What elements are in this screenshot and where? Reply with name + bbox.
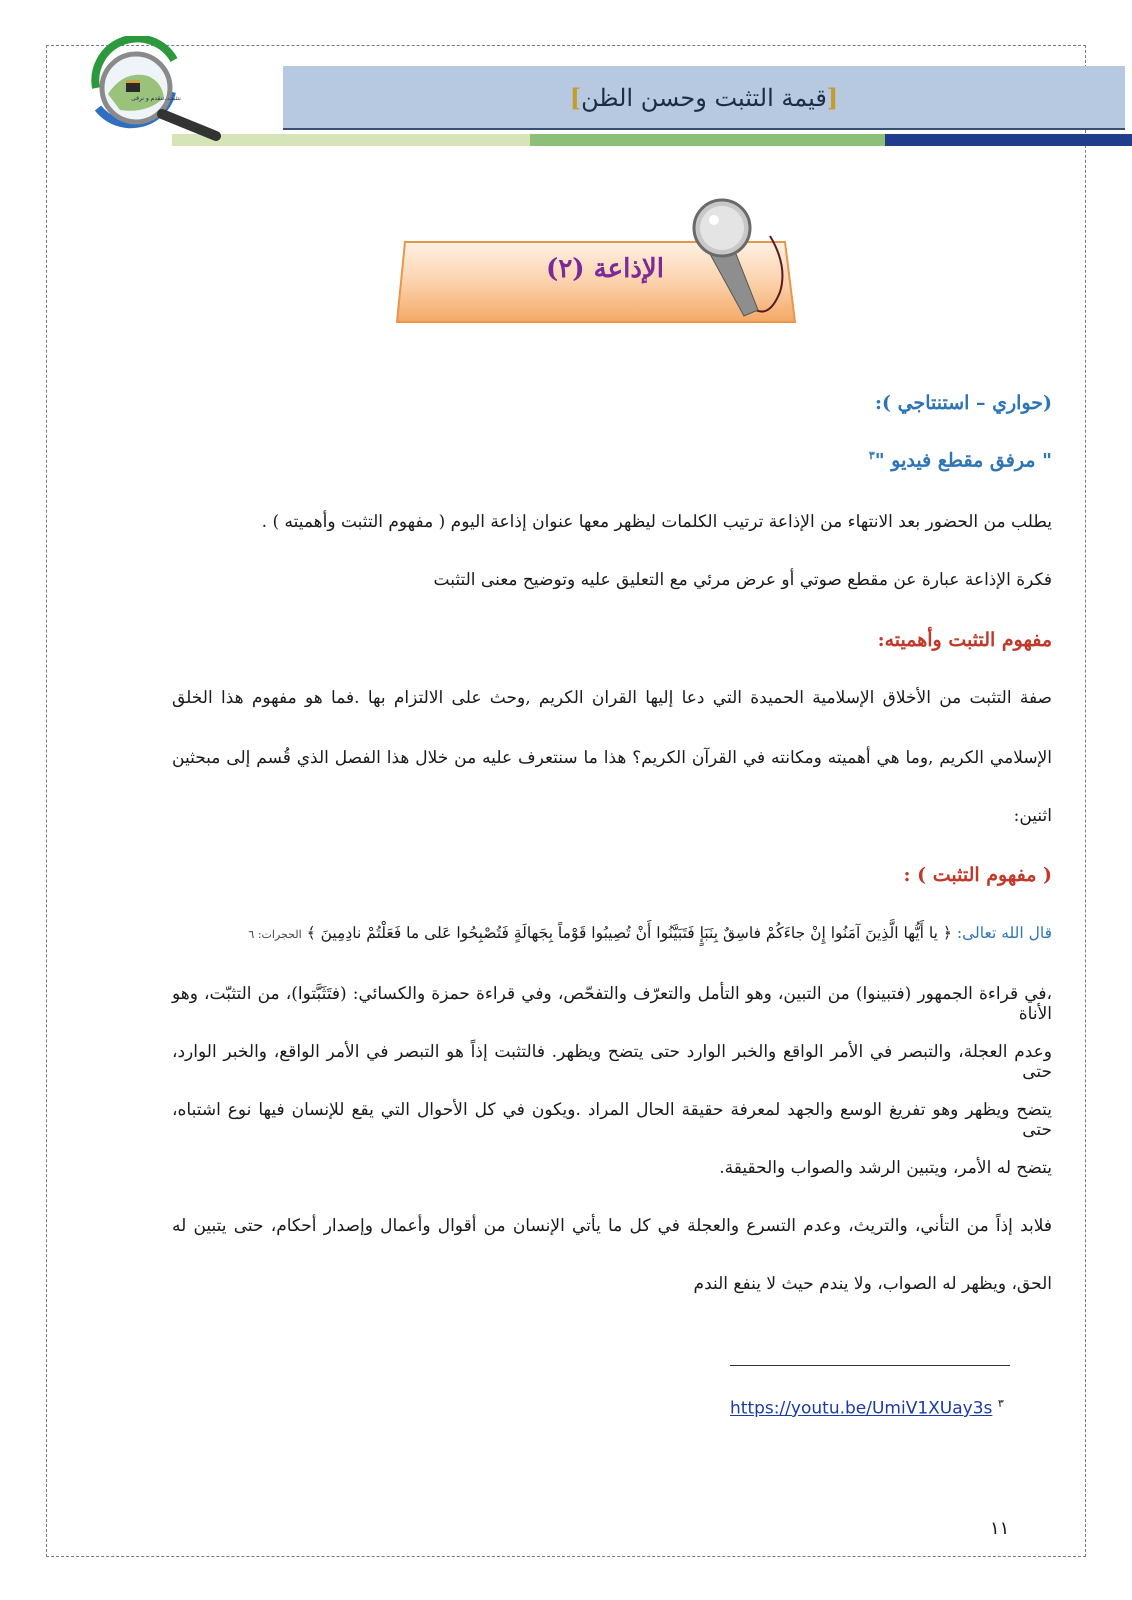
header-band [283,66,1125,130]
paragraph-5-line-1: فلابد إذاً من التأني، والتريث، وعدم التسرع والعجلة في كل ما يأتي الإنسان من أقوال وأعمال وإصدار أحكام، حتى يتبين له [172,1216,1052,1236]
page-number: ١١ [990,1518,1010,1539]
paragraph-3-line-1: صفة التثبت من الأخلاق الإسلامية الحميدة التي دعا إليها القران الكريم ,وحث على الالتزام بها .فما هو مفهوم هذا الخلق [172,688,1052,708]
quran-verse: قال الله تعالى: ﴿ يا أَيُّها الَّذِينَ آمَنُوا إِنْ جاءَكُمْ فاسِقٌ بِنَبَإٍ فَتَبَيَّنُوا أَنْ تُصِيبُوا قَوْماً بِجَهالَةٍ فَتُصْبِحُوا عَلى ما فَعَلْتُمْ نادِمِينَ ﴾ الحجرات: ٦ [248,924,1052,942]
footnote-link[interactable]: https://youtu.be/UmiV1XUay3s [730,1398,993,1419]
video-label: " مرفق مقطع فيديو "$^٣$ [868,449,1052,472]
header-stripe-navy [885,134,1132,146]
header-stripe-green [530,134,885,146]
section-label: (حواري – استنتاجي ): [875,392,1052,414]
magnifier-logo-icon [84,36,232,144]
paragraph-4-line-2: وعدم العجلة، والتبصر في الأمر الواقع والخبر الوارد حتى يتضح ويظهر. فالتثبت إذاً هو التبصر في الأمر الواقع، والخبر الوارد، حتى [172,1042,1052,1083]
heading-concept-importance: مفهوم التثبت وأهميته: [877,629,1052,651]
paragraph-4-line-4: يتضح له الأمر، ويتبين الرشد والصواب والحقيقة. [719,1158,1052,1178]
paragraph-1: يطلب من الحضور بعد الانتهاء من الإذاعة ترتيب الكلمات ليظهر معها عنوان إذاعة اليوم ( مفهوم التثبت وأهميته ) . [261,512,1052,532]
footnote [730,1397,1004,1419]
paragraph-4-line-3: يتضح ويظهر وهو تفريغ الوسع والجهد لمعرفة حقيقة الحال المراد .ويكون في كل الأحوال التي يقع للإنسان فيها نوع اشتباه، حتى [172,1100,1052,1141]
footnote-ref: ٣ [868,449,875,462]
footnote-divider [730,1365,1010,1366]
logo-caption: نتثبت..نتقدم و نرقى [131,95,181,102]
paragraph-5-line-2: الحق، ويظهر له الصواب، ولا يندم حيث لا ينفع الندم [693,1274,1052,1294]
paragraph-3-line-3: اثنين: [1013,806,1052,826]
paragraph-3-line-2: الإسلامي الكريم ,وما هي أهميته ومكانته في القرآن الكريم؟ هذا ما سنتعرف عليه من خلال هذا الفصل الذي قُسم إلى مبحثين [172,748,1052,768]
paragraph-2: فكرة الإذاعة عبارة عن مقطع صوتي أو عرض مرئي مع التعليق عليه وتوضيح معنى التثبت [433,570,1052,590]
quran-reference: الحجرات: ٦ [248,928,302,941]
microphone-icon [680,196,800,326]
page-title: [قيمة التثبت وحسن الظن] [569,82,839,112]
banner-label: الإذاعة (٢) [546,254,664,284]
heading-concept: ( مفهوم التثبت ) : [903,864,1052,886]
paragraph-4-line-1: ،في قراءة الجمهور (فتبينوا) من التبين، وهو التأمل والتعرّف والتفحّص، وفي قراءة حمزة والكسائي: (فتَثَبَّتوا)، من التثبّت، وهو الأناة [172,984,1053,1025]
footnote-marker: ٣ [997,1397,1004,1410]
